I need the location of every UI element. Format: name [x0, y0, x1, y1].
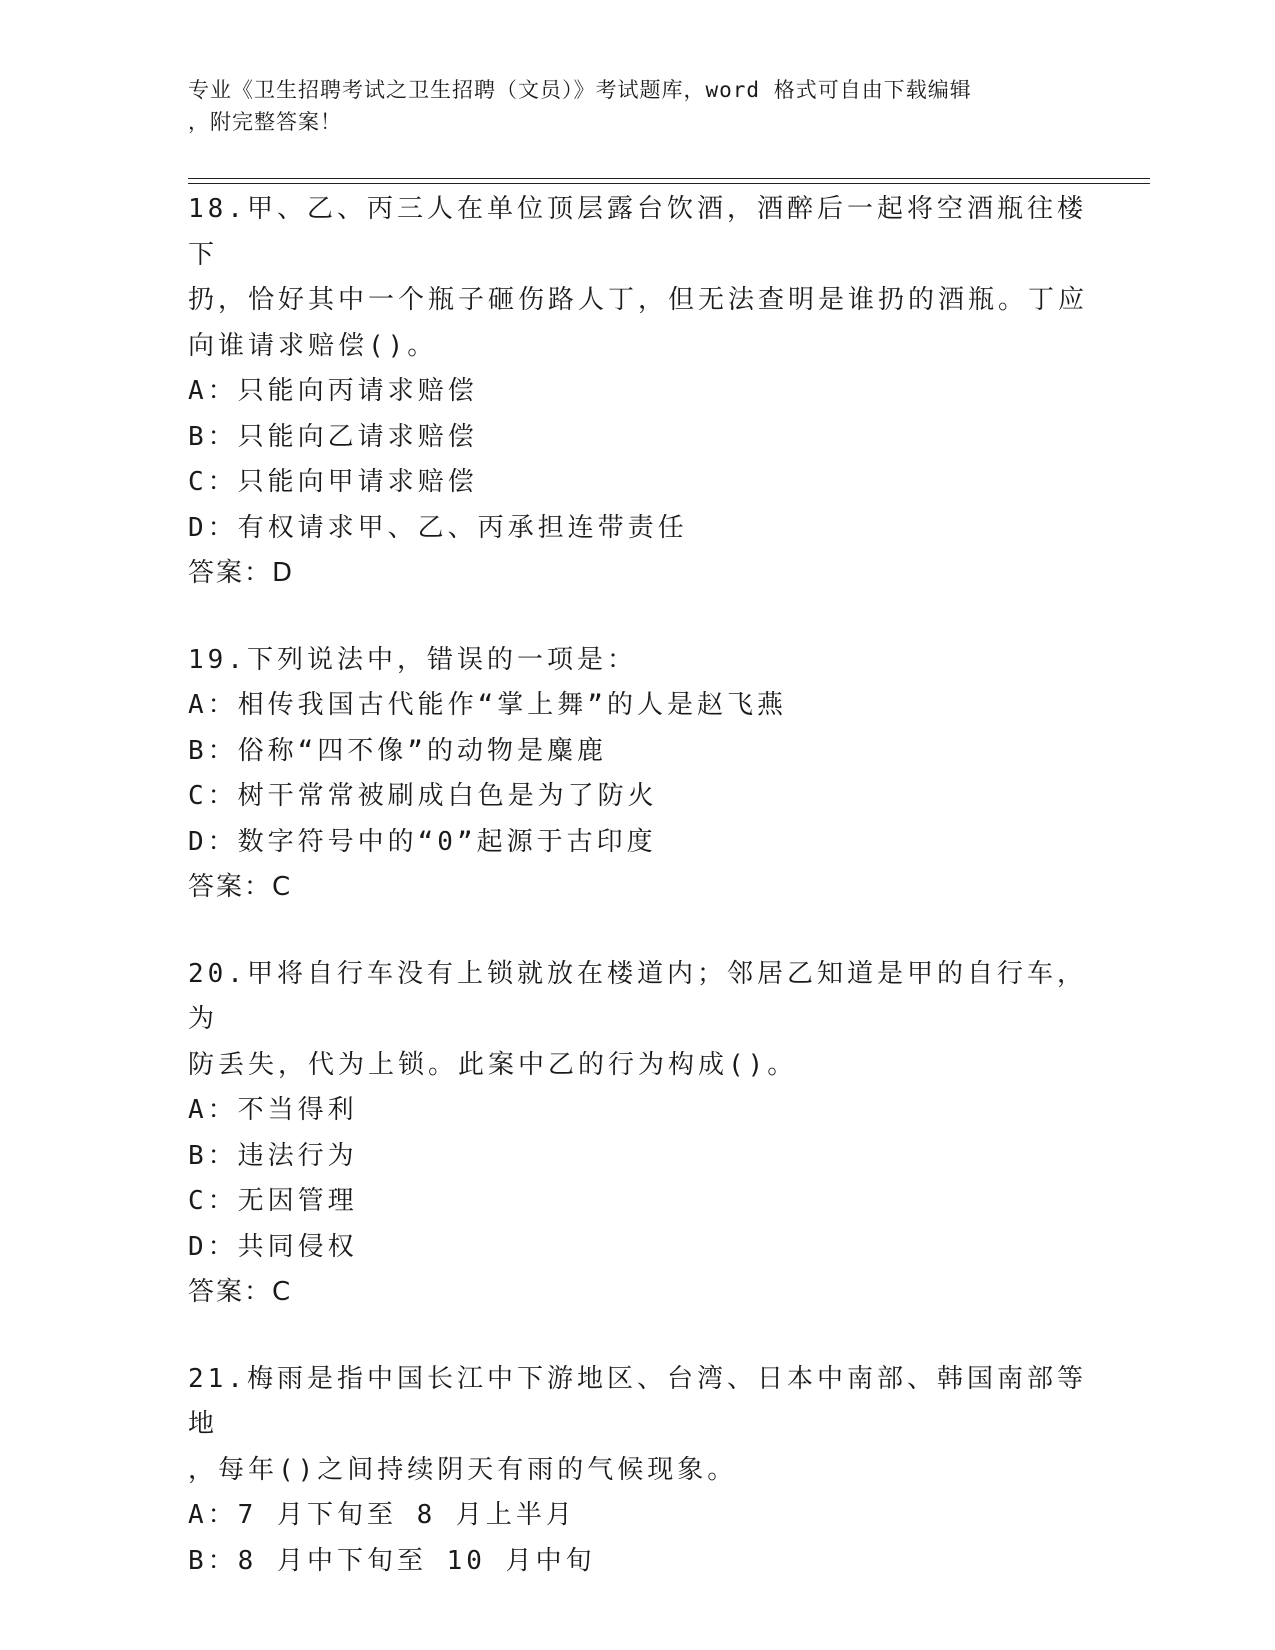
option-a: A：7 月下旬至 8 月上半月 — [188, 1500, 576, 1530]
option-a: A：只能向丙请求赔偿 — [188, 376, 478, 406]
option-b: B：只能向乙请求赔偿 — [188, 421, 478, 452]
option-d: D：数字符号中的“0”起源于古印度 — [188, 826, 657, 857]
option-a: A：相传我国古代能作“掌上舞”的人是赵飞燕 — [188, 690, 787, 720]
answer: 答案：D — [188, 558, 295, 588]
option-d: D：共同侵权 — [188, 1231, 358, 1262]
question-line: 18.甲、乙、丙三人在单位顶层露台饮酒，酒醉后一起将空酒瓶往楼下 — [188, 194, 1087, 270]
question-20 — [188, 952, 1088, 1316]
header-line-2: ，附完整答案！ — [188, 110, 342, 134]
question-line: 19.下列说法中，错误的一项是： — [188, 644, 637, 675]
question-18 — [188, 187, 1088, 597]
question-line: ，每年()之间持续阴天有雨的气候现象。 — [188, 1454, 738, 1485]
question-text — [188, 638, 1088, 684]
document-header — [188, 74, 1078, 138]
option-c: C：树干常常被刷成白色是为了防火 — [188, 781, 658, 811]
question-line: 21.梅雨是指中国长江中下游地区、台湾、日本中南部、韩国南部等地 — [188, 1363, 1087, 1439]
question-list — [188, 187, 1088, 1625]
header-divider-bottom — [188, 183, 1150, 184]
option-c: C：无因管理 — [188, 1186, 358, 1216]
question-line: 防丢失，代为上锁。此案中乙的行为构成()。 — [188, 1049, 798, 1080]
option-b: B：俗称“四不像”的动物是麋鹿 — [188, 735, 607, 766]
question-text — [188, 952, 1088, 1089]
option-a: A：不当得利 — [188, 1095, 358, 1125]
option-c: C：只能向甲请求赔偿 — [188, 467, 478, 497]
option-b: B：8 月中下旬至 10 月中旬 — [188, 1545, 596, 1576]
option-d: D：有权请求甲、乙、丙承担连带责任 — [188, 512, 688, 543]
question-line: 20.甲将自行车没有上锁就放在楼道内；邻居乙知道是甲的自行车，为 — [188, 958, 1087, 1034]
answer: 答案：C — [188, 1277, 293, 1307]
question-21 — [188, 1357, 1088, 1585]
question-line: 扔，恰好其中一个瓶子砸伤路人丁，但无法查明是谁扔的酒瓶。丁应 — [188, 285, 1089, 315]
option-b: B：违法行为 — [188, 1140, 358, 1171]
question-19 — [188, 638, 1088, 911]
question-text — [188, 1357, 1088, 1494]
question-line: 向谁请求赔偿()。 — [188, 330, 438, 361]
answer: 答案：C — [188, 872, 293, 902]
header-line-1: 专业《卫生招聘考试之卫生招聘（文员）》考试题库，word 格式可自由下载编辑 — [188, 78, 972, 102]
header-divider-top — [188, 178, 1150, 179]
question-text — [188, 187, 1088, 369]
